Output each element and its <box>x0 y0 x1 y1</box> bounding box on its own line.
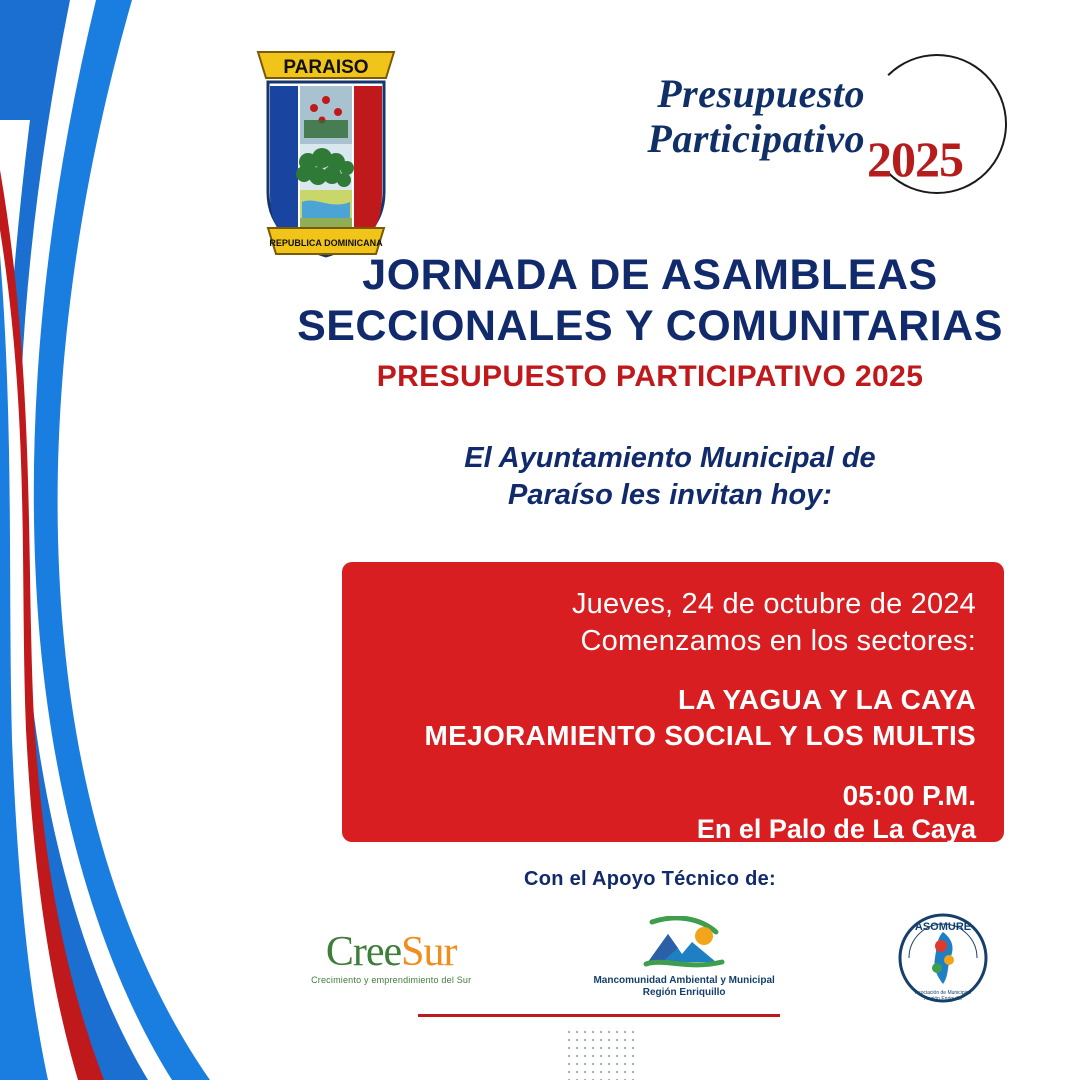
mancomunidad-tagline-line1: Mancomunidad Ambiental y Municipal <box>593 975 775 986</box>
asomure-wordmark: ASOMURE <box>914 920 972 933</box>
svg-text:PARAISO: PARAISO <box>283 57 369 78</box>
creesur-word-part1: Cree <box>325 928 402 975</box>
svg-text:Región Enriquillo: Región Enriquillo <box>924 995 962 1002</box>
event-sector-line-2: MEJORAMIENTO SOCIAL Y LOS MULTIS <box>424 720 976 752</box>
svg-text:Asociación de Municipios: Asociación de Municipios <box>914 989 971 996</box>
left-swoosh-decoration <box>0 0 260 1080</box>
page-title <box>250 250 1050 394</box>
logo-creesur <box>311 928 472 985</box>
program-title-line1: Presupuesto <box>657 71 865 116</box>
creesur-wordmark <box>311 928 471 975</box>
svg-text:REPUBLICA DOMINICANA: REPUBLICA DOMINICANA <box>269 238 383 248</box>
program-title <box>575 72 865 162</box>
event-date: Jueves, 24 de octubre de 2024 <box>571 588 976 620</box>
logo-mancomunidad <box>593 916 774 999</box>
mancomunidad-tagline-line2: Región Enriquillo <box>642 987 726 998</box>
creesur-word-part2: Sur <box>401 928 457 975</box>
logo-asomure <box>897 912 989 1004</box>
event-place: En el Palo de La Caya <box>696 813 976 844</box>
support-logos <box>250 905 1050 1010</box>
event-sector-line-1: LA YAGUA Y LA CAYA <box>678 684 976 716</box>
asomure-mark <box>897 912 989 1004</box>
mancomunidad-tagline <box>593 975 774 999</box>
event-start-note: Comenzamos en los sectores: <box>580 625 976 658</box>
program-header <box>575 52 1015 202</box>
event-details-card <box>342 562 1004 842</box>
support-label: Con el Apoyo Técnico de: <box>523 868 777 890</box>
title-subtitle: PRESUPUESTO PARTICIPATIVO 2025 <box>376 360 924 394</box>
mancomunidad-mark <box>642 916 726 972</box>
invitation-line-2: Paraíso les invitan hoy: <box>508 479 832 512</box>
dot-grid-decoration <box>565 1028 635 1080</box>
event-time: 05:00 P.M. <box>842 779 976 811</box>
invitation-text <box>330 440 1010 514</box>
program-year: 2025 <box>867 131 963 187</box>
invitation-line-1: El Ayuntamiento Municipal de <box>464 442 876 474</box>
event-sectors <box>370 682 976 754</box>
program-title-line2: Participativo <box>647 115 865 161</box>
title-line-2: SECCIONALES Y COMUNITARIAS <box>297 301 1003 350</box>
municipal-coat-of-arms <box>252 42 400 264</box>
bottom-divider <box>418 1014 780 1017</box>
title-line-1: JORNADA DE ASAMBLEAS <box>362 251 938 299</box>
creesur-tagline: Crecimiento y emprendimiento del Sur <box>311 974 472 985</box>
